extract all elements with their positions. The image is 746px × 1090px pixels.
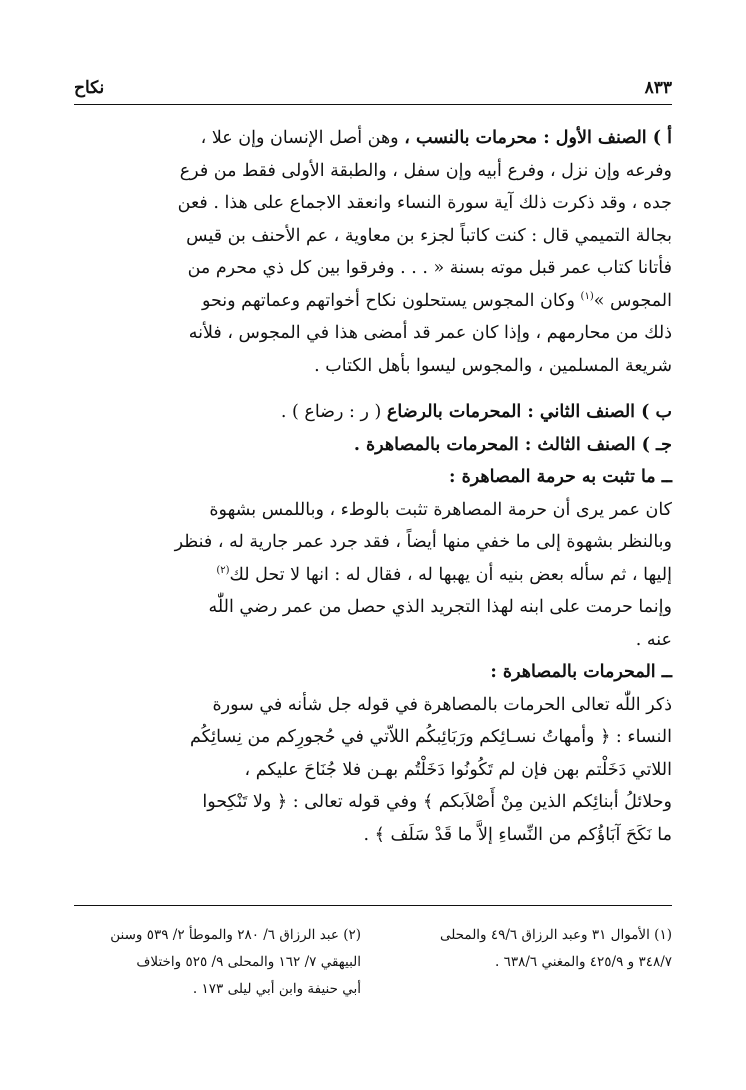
bold-label: أ ) الصنف الأول : محرمات بالنسب ، — [404, 128, 672, 148]
text-line — [74, 526, 672, 559]
text-line — [74, 656, 672, 689]
line-text: بجالة التميمي قال : كنت كاتباً لجزء بن معاوية ، عم الأحنف بن قيس — [186, 225, 672, 246]
footnote-column-1 — [385, 922, 672, 976]
line-text: وبالنظر بشهوة إلى ما خفي منها أيضاً ، فقد جرد عمر جارية له ، فنظر — [174, 532, 672, 552]
paragraph-gap — [74, 382, 672, 396]
line-text: وكان المجوس يستحلون نكاح أخواتهم وعماتهم ونحو — [201, 290, 581, 311]
footnote-column-2 — [74, 922, 361, 1003]
line-text: اللاتي دَخَلْتم بهن فإن لم تَكُونُوا دَخَلْتُم بهـن فلا جُنَاحَ عليكم ، — [244, 759, 672, 780]
footnote-line: ٣٤٨/٧ و ٤٢٥/٩ والمغني ٦٣٨/٦ . — [495, 954, 672, 970]
line-text: وحلائلُ أبنائِكم الذين مِنْ أَصْلاَبكم ﴾ وفي قوله تعالى : ﴿ ولا تَنْكِحوا — [202, 792, 672, 812]
line-text: كان عمر يرى أن حرمة المصاهرة تثبت بالوطء ، وباللمس بشهوة — [209, 499, 672, 520]
text-line — [74, 494, 672, 527]
text-line — [74, 155, 672, 188]
text-line — [74, 350, 672, 383]
text-line — [74, 429, 672, 462]
text-line — [74, 461, 672, 494]
bold-label: ــ المحرمات بالمصاهرة : — [490, 662, 672, 682]
line-text: وهن أصل الإنسان وإن علا ، — [200, 128, 405, 148]
line-text: ( ر : رضاع ) . — [280, 402, 387, 422]
footnote-marker: (١) — [580, 290, 594, 302]
text-line — [74, 689, 672, 722]
line-text: النساء : ﴿ وأمهاتُ نسـائِكم ورَبَائِبكُم اللاّتي في حُجورِكم من نِسائِكُم — [190, 727, 672, 747]
header-rule — [74, 104, 672, 105]
running-header — [74, 78, 672, 100]
line-text: ذلك من محارمهم ، وإذا كان عمر قد أمضى هذا في المجوس ، فلأنه — [188, 323, 672, 343]
text-line — [74, 786, 672, 819]
line-text: ذكر اللّٰه تعالى الحرمات بالمصاهرة في قوله جل شأنه في سورة — [212, 694, 672, 715]
text-line — [74, 317, 672, 350]
footnote-line: البيهقي ٧/ ١٦٢ والمحلى ٩/ ٥٢٥ واختلاف — [136, 954, 362, 970]
line-text: وإنما حرمت على ابنه لهذا التجريد الذي حصل من عمر رضي اللّٰه — [208, 597, 672, 617]
page-number: ٨٣٣ — [644, 78, 672, 98]
footnote-line: (١) الأموال ٣١ وعبد الرزاق ٤٩/٦ والمحلى — [439, 927, 672, 943]
bold-label: ــ ما تثبت به حرمة المصاهرة : — [449, 467, 672, 487]
text-line — [74, 396, 672, 429]
line-text: جده ، وقد ذكرت ذلك آية سورة النساء وانعقد الاجماع على هذا . فعن — [177, 193, 672, 213]
text-line — [74, 122, 672, 155]
text-line — [74, 220, 672, 253]
line-text: شريعة المسلمين ، والمجوس ليسوا بأهل الكتاب . — [314, 355, 672, 376]
main-text — [74, 122, 672, 851]
line-text: وفرعه وإن نزل ، وفرع أبيه وإن سفل ، والطبقة الأولى فقط من فرع — [179, 160, 672, 181]
text-line — [74, 591, 672, 624]
text-line — [74, 187, 672, 220]
line-text: عنه . — [635, 629, 672, 650]
footnote-line: (٢) عبد الرزاق ٦/ ٢٨٠ والموطأ ٢/ ٥٣٩ وسنن — [110, 927, 362, 943]
text-line — [74, 559, 672, 592]
text-line — [74, 754, 672, 787]
footnote-marker: (٢) — [216, 564, 230, 576]
text-line — [74, 819, 672, 852]
bold-label: ب ) الصنف الثاني : المحرمات بالرضاع — [386, 402, 672, 422]
line-text: إليها ، ثم سأله بعض بنيه أن يهبها له ، فقال له : انها لا تحل لك — [229, 564, 672, 585]
text-line — [74, 721, 672, 754]
footnote-line: أبي حنيفة وابن أبي ليلى ١٧٣ . — [192, 981, 362, 997]
bold-label: جـ ) الصنف الثالث : المحرمات بالمصاهرة . — [353, 434, 672, 455]
line-text: ما نَكَحَ آبَاؤُكم من النِّساءِ إلاَّ ما قَدْ سَلَف ﴾ . — [363, 824, 672, 845]
text-line — [74, 624, 672, 657]
line-text: فأتانا كتاب عمر قبل موته بسنة « . . . وفرقوا بين كل ذي محرم من — [187, 258, 672, 278]
line-text: المجوس » — [593, 290, 672, 311]
footnote-rule — [74, 905, 672, 906]
text-line — [74, 252, 672, 285]
text-line — [74, 285, 672, 318]
header-word: نكاح — [74, 78, 105, 98]
